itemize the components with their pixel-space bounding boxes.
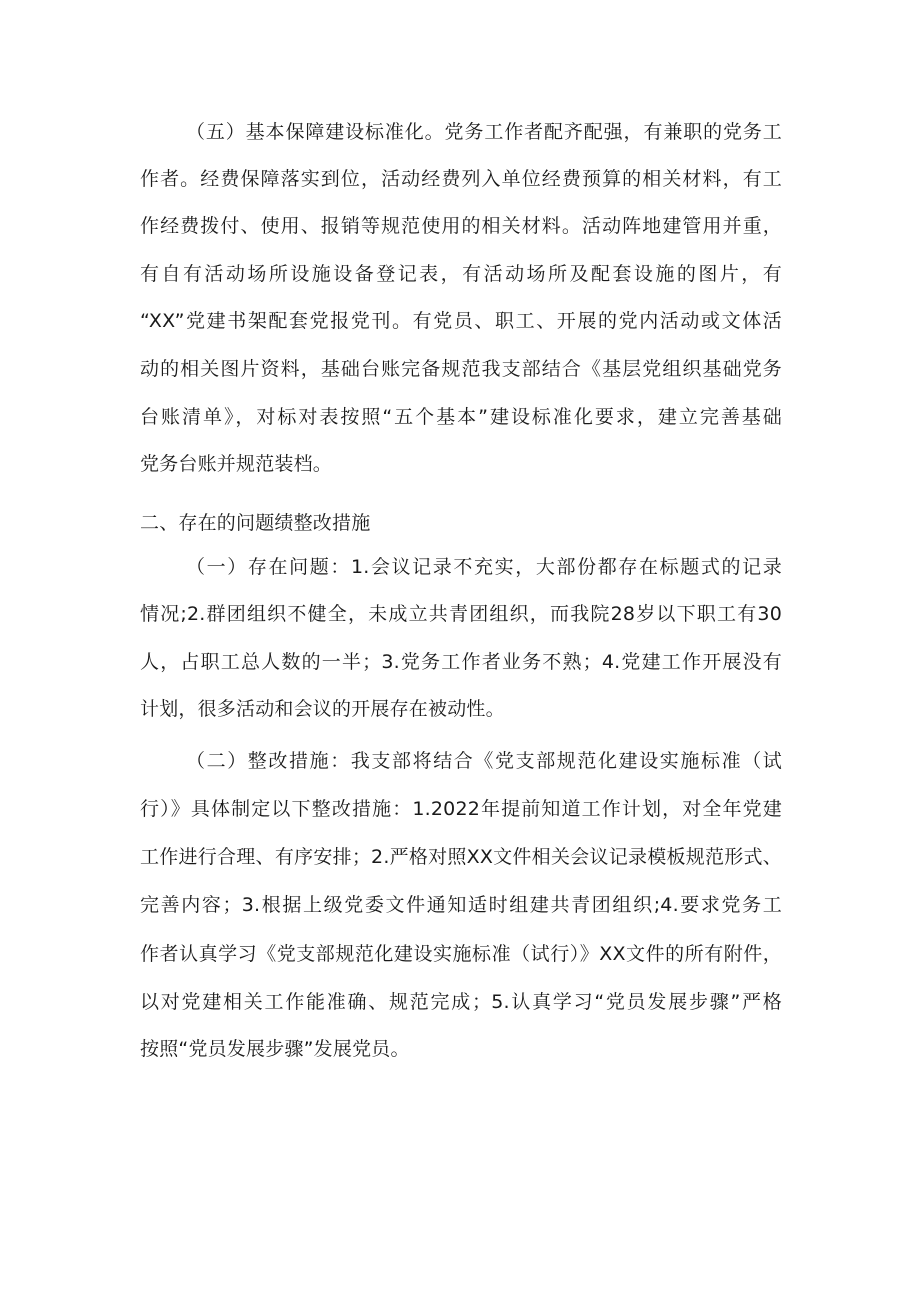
- text-line: 有自有活动场所设施设备登记表，有活动场所及配套设施的图片，有: [140, 263, 782, 285]
- heading-text: 二、存在的问题绩整改措施: [140, 512, 371, 534]
- text-line: 计划，很多活动和会议的开展存在被动性。: [140, 698, 505, 720]
- text-line: 人，占职工总人数的一半；3.党务工作者业务不熟；4.党建工作开展没有: [140, 651, 782, 673]
- text-line: 以对党建相关工作能准确、规范完成；5.认真学习“党员发展步骤”严格: [140, 991, 782, 1013]
- text-line: 情况;2.群团组织不健全，未成立共青团组织，而我院28岁以下职工有30: [140, 603, 782, 625]
- text-line: 台账清单》，对标对表按照“五个基本”建设标准化要求，建立完善基础: [140, 406, 782, 428]
- text-line: 动的相关图片资料，基础台账完备规范我支部结合《基层党组织基础党务: [140, 358, 782, 380]
- text-line: 党务台账并规范装档。: [140, 453, 333, 475]
- text-line: （五）基本保障建设标准化。党务工作者配齐配强，有兼职的党务工: [186, 121, 782, 143]
- text-line: 工作进行合理、有序安排；2.严格对照XX文件相关会议记录模板规范形式、: [140, 846, 782, 868]
- text-line: 行）》具体制定以下整改措施：1.2022年提前知道工作计划，对全年党建: [140, 798, 782, 820]
- text-line: 作者认真学习《党支部规范化建设实施标准（试行）》XX文件的所有附件，: [140, 943, 782, 965]
- text-line: （二）整改措施：我支部将结合《党支部规范化建设实施标准（试: [186, 750, 782, 772]
- text-line: 按照“党员发展步骤”发展党员。: [140, 1038, 410, 1060]
- text-line: 作者。经费保障落实到位，活动经费列入单位经费预算的相关材料，有工: [140, 168, 782, 190]
- text-line: 作经费拨付、使用、报销等规范使用的相关材料。活动阵地建管用并重，: [140, 215, 782, 237]
- text-line: 完善内容；3.根据上级党委文件通知适时组建共青团组织;4.要求党务工: [140, 894, 782, 916]
- text-line: （一）存在问题：1.会议记录不充实，大部份都存在标题式的记录: [186, 556, 782, 578]
- text-line: “XX”党建书架配套党报党刊。有党员、职工、开展的党内活动或文体活: [140, 310, 782, 332]
